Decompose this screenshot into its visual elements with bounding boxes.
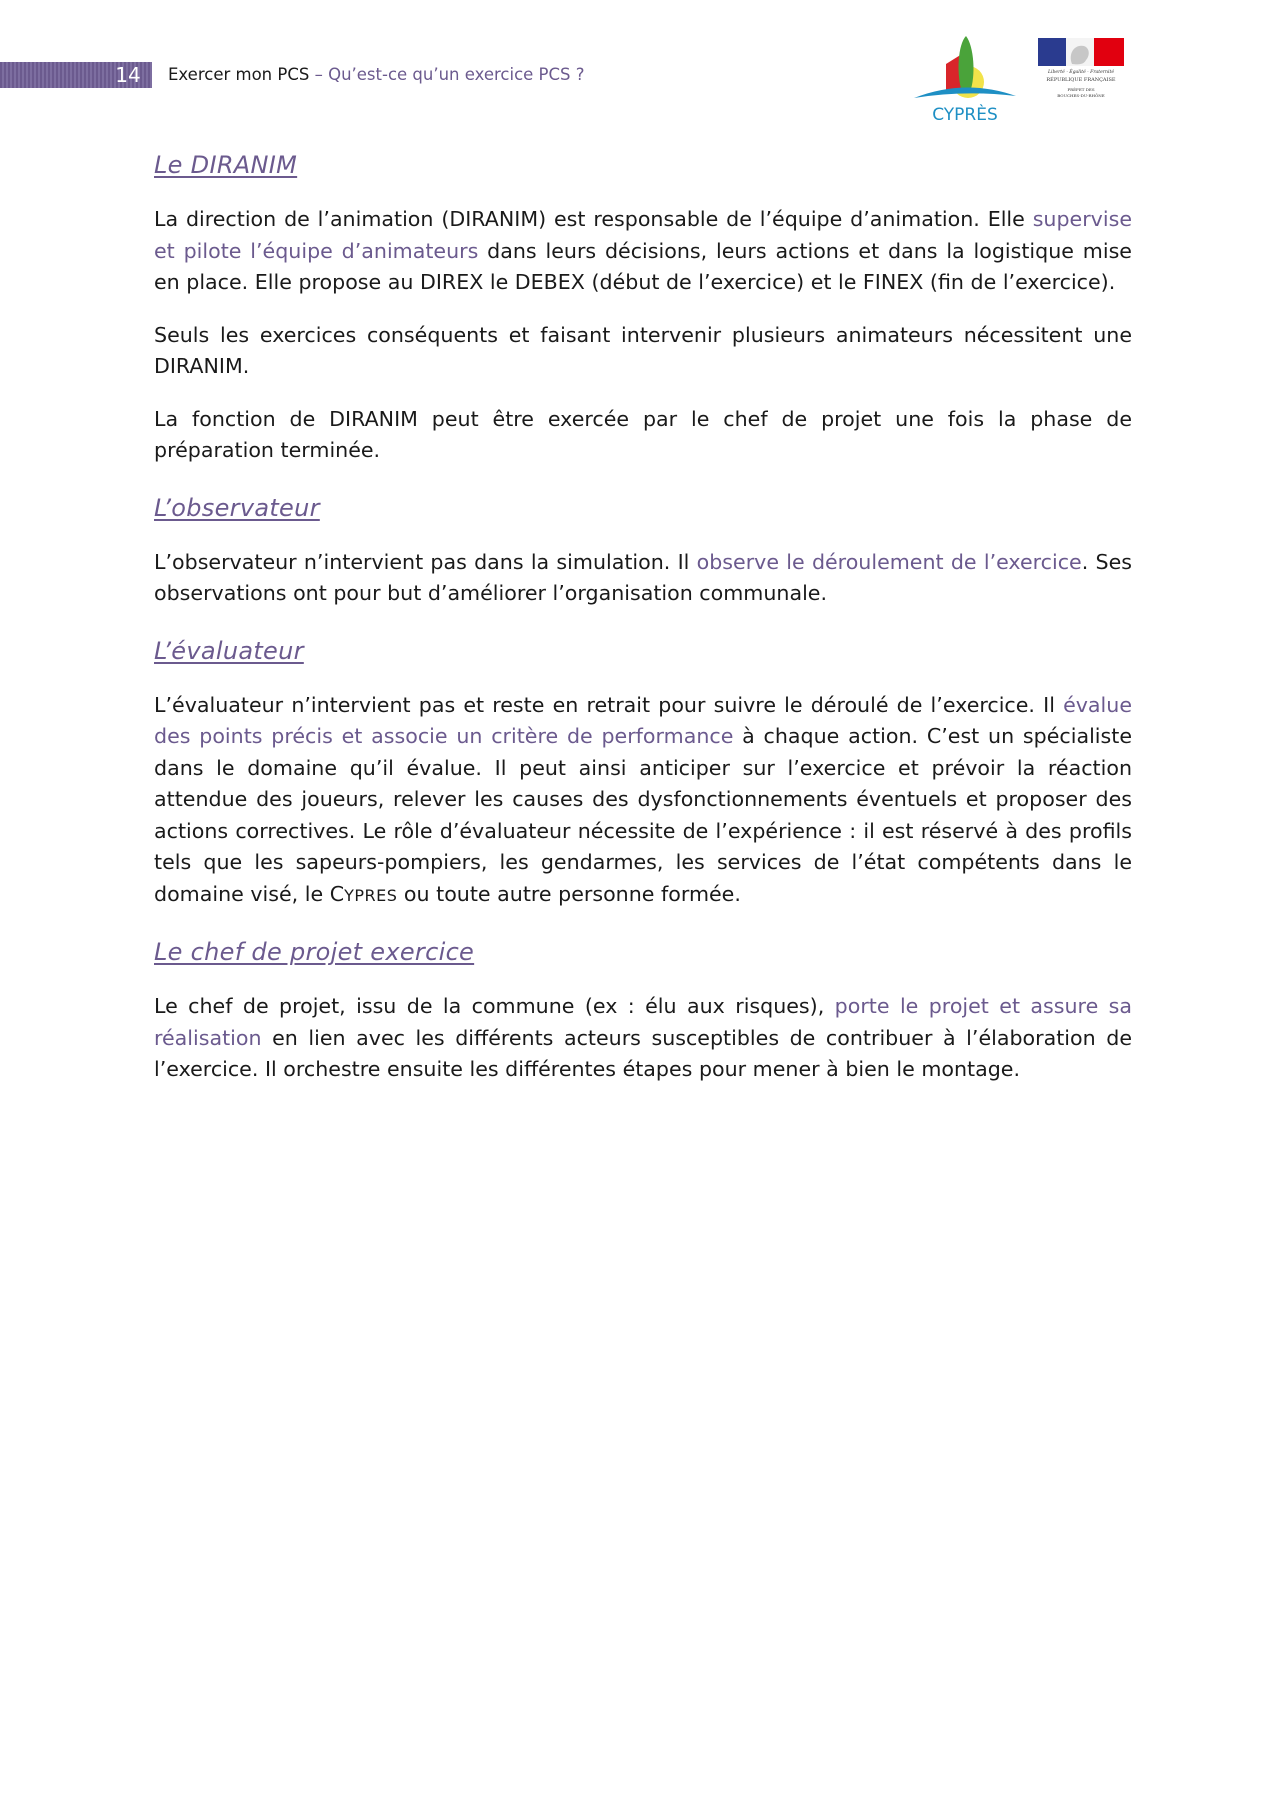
- page-number: 14: [115, 63, 141, 87]
- text-run: L’observateur n’intervient pas dans la simulation. Il: [154, 549, 697, 574]
- text-run: YPRES: [344, 885, 398, 905]
- text-run: ou toute autre personne formée.: [397, 881, 741, 906]
- heading-diranim: Le DIRANIM: [154, 151, 298, 179]
- paragraph-diranim-role: [154, 204, 1132, 299]
- heading-evaluateur: L’évaluateur: [154, 636, 304, 665]
- text-run: en lien avec les différents acteurs susceptibles de contribuer à l’élaboration de l’exercice. Il orchestre ensuite les différentes étapes pour mener à bien le montage.: [154, 1025, 1132, 1081]
- cypres-logo: [910, 34, 1020, 130]
- heading-observateur: L’observateur: [154, 493, 320, 522]
- text-run: L’évaluateur n’intervient pas et reste en retrait pour suivre le déroulé de l’exercice. Il: [154, 692, 1064, 717]
- text-run: à chaque action. C’est un spécialiste dans le domaine qu’il évalue. Il peut ainsi anticiper sur l’exercice et prévoir la réaction attendue des joueurs, relever les causes des dysfonctionnements éventuels et proposer des actions correctives. Le rôle d’évaluateur nécessite de l’expérience : il est réservé à des profils tels que les sapeurs-pompiers, les gendarmes, les services de l’état compétents dans le domaine visé, le: [154, 724, 1132, 906]
- paragraph-observateur: [154, 547, 1132, 610]
- doc-title: Exercer mon PCS: [168, 65, 310, 84]
- section-title: Qu’est-ce qu’un exercice PCS ?: [328, 65, 585, 84]
- page-content: [154, 148, 1132, 1107]
- paragraph-chef-de-projet: [154, 991, 1132, 1086]
- paragraph-diranim-function: La fonction de DIRANIM peut être exercée par le chef de projet une fois la phase de préparation terminée.: [154, 406, 1132, 462]
- text-run: Le chef de projet, issu de la commune (ex : élu aux risques),: [154, 994, 835, 1018]
- highlight-text: observe le déroulement de l’exercice: [696, 549, 1082, 574]
- paragraph-diranim-need: Seuls les exercices conséquents et faisant intervenir plusieurs animateurs nécessitent une DIRANIM.: [154, 322, 1132, 378]
- running-header: [168, 64, 585, 86]
- cypres-logo-text: CYPRÈS: [932, 105, 998, 125]
- highlight-text: évalue des points précis et associe un critère de performance: [154, 692, 1132, 748]
- rf-prefet-line1: PRÉFET DES: [1067, 87, 1095, 92]
- highlight-text: porte le projet et assure sa réalisation: [154, 994, 1132, 1050]
- text-run: dans leurs décisions, leurs actions et dans la logistique mise en place. Elle propose au DIREX le DEBEX (début de l’exercice) et le FINEX (fin de l’exercice).: [154, 238, 1132, 294]
- header-separator: –: [309, 65, 329, 84]
- heading-chef-de-projet: Le chef de projet exercice: [154, 938, 475, 966]
- rf-motto: Liberté · Égalité · Fraternité: [1047, 70, 1115, 75]
- cypres-name: [330, 882, 398, 906]
- republique-francaise-logo: [1038, 38, 1124, 108]
- rf-name: RÉPUBLIQUE FRANÇAISE: [1046, 77, 1116, 83]
- text-run: C: [329, 881, 345, 906]
- paragraph-evaluateur: [154, 690, 1132, 912]
- text-run: La direction de l’animation (DIRANIM) est responsable de l’équipe d’animation. Elle: [154, 207, 1033, 231]
- highlight-text: supervise et pilote l’équipe d’animateurs: [154, 207, 1132, 263]
- rf-prefet-line2: BOUCHES-DU-RHÔNE: [1057, 93, 1105, 98]
- text-run: . Ses observations ont pour but d’améliorer l’organisation communale.: [154, 549, 1132, 605]
